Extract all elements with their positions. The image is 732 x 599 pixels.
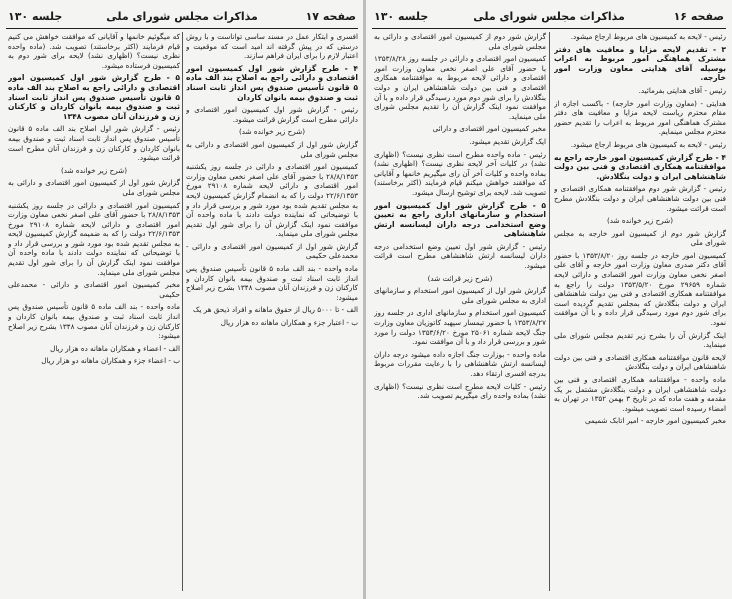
text-paragraph: مخبر کمیسیون امور اقتصادی و دارائی - محمدعلی حکیمی xyxy=(8,280,180,299)
left-page-header xyxy=(6,6,358,29)
text-paragraph: کمیسیون امور خارجه در جلسه روز ۱۳۵۳/۸/۲۰ با حضور آقای دکتر صدری معاون وزارت امور خارجه و آقای علی اصغر نخعی معاون وزارت امور اقتصادی و دارائی لایحه شماره ۲۹۶۵۹ مورخ ۱۳۵۳/۵/۲۰ دولت را راجع به موافقتنامه همکاری اقتصادی و فنی بین دولت شاهنشاهی ایران و دولت بنگلادش که بمجلس تقدیم گردیده است برای شور دوم مورد رسیدگی قرار داده و با آن موافقت نمود. xyxy=(554,250,726,328)
text-paragraph: ایک گزارش تقدیم میشود. xyxy=(469,136,546,146)
right-page-right-column xyxy=(554,32,726,593)
text-paragraph: رئیس - گزارش شور دوم موافقتنامه همکاری اقتصادی و فنی بین دولت شاهنشاهی ایران و دولت بنگلادش مطرح است قرائت میشود. xyxy=(554,184,726,213)
right-page-number: صفحه ۱۶ xyxy=(673,10,724,23)
text-paragraph: رئیس - گزارش شور اول تعیین وضع استخدامی درجه داران لیسانسه ارتش شاهنشاهی مطرح است قرائت میشود. xyxy=(374,241,546,271)
text-paragraph: رئیس - گزارش شور اول کمیسیون امور اقتصادی و دارائی مطرح است گزارش قرائت میشود. xyxy=(186,105,358,124)
text-paragraph: الف - اعضاء و همکاران ماهانه ده هزار ریال xyxy=(50,343,180,353)
text-paragraph: رئیس - کلیات لایحه مطرح است نظری نیست؟ (اظهاری نشد) بماده واحده رای میگیریم تصویب شد. xyxy=(374,381,546,401)
text-paragraph: (شرح زیر خوانده شد) xyxy=(606,216,673,226)
text-paragraph: رئیس - لایحه به کمیسیون های مربوط ارجاع میشود. xyxy=(570,139,726,149)
text-paragraph: مخبر کمیسیون امور اقتصادی و دارائی xyxy=(432,124,546,134)
column-divider xyxy=(182,32,183,591)
text-paragraph: کمیسیون امور اقتصادی و دارائی در جلسه روز ۱۳۵۳/۸/۲۸ با حضور آقای علی اصغر نخعی معاون وزارت امور اقتصادی و دارائی لایحه مربوط به موافقتنامه همکاری اقتصادی و فنی بین دولت شاهنشاهی ایران و دولت بنگلادش را برای شور دوم مورد رسیدگی قرار داده و با آن موافقت نمود اینک گزارش آن را تقدیم مجلس شورای ملی مینماید. xyxy=(374,54,546,121)
text-paragraph: که میگوئیم خانمها و آقایانی که موافقت خواهش می کنیم قیام فرمایند (اکثر برخاستند) تصویب شد. (ماده واحده نظری نیست؟ (اظهاری نشد) لایحه برای شور دوم به کمیسیون فرستاده میشود. xyxy=(8,32,180,70)
text-paragraph: (شرح زیر خوانده شد) xyxy=(238,127,305,137)
text-paragraph: ماده واحده - بند الف ماده ۵ قانون تأسیس صندوق پس انداز ثابت اسناد ثبت و صندوق بیمه بانوان کاردان و کارکنان زن و فرزندان آنان مصوب ۱۳۴۸ بشرح زیر اصلاح میشود: xyxy=(186,264,358,302)
text-paragraph: ماده واحده - بند الف ماده ۵ قانون تأسیس صندوق پس انداز ثابت اسناد ثبت و صندوق بیمه بانوان کاردان و کارکنان زن و فرزندان آنان مصوب ۱۳۴۸ بشرح زیر اصلاح میشود: xyxy=(8,302,180,341)
text-paragraph: گزارش شور اول از کمیسیون امور اقتصادی و دارائی - محمدعلی حکیمی xyxy=(186,241,358,261)
text-paragraph: رئیس - لایحه به کمیسیون های مربوط ارجاع میشود. xyxy=(570,32,726,41)
text-paragraph: مخبر کمیسیون امور خارجه - امیر اتابک شمیمی xyxy=(584,416,726,426)
left-page-title: مذاکرات مجلس شورای ملی xyxy=(106,10,258,23)
text-paragraph: رئیس - گزارش شور اول اصلاح بند الف ماده ۵ قانون تأسیس صندوق پس انداز ثابت اسناد ثبت و صندوق بیمه بانوان کاردان و کارکنان زن و فرزندان آنان مطرح است قرائت میشود. xyxy=(8,124,180,163)
text-paragraph: اینک گزارش آن را بشرح زیر تقدیم مجلس شورای ملی مینماید. xyxy=(554,330,726,350)
agenda-heading: ۴ - طرح گزارش کمیسیون امور خارجه راجع به موافقتنامه همکاری اقتصادی و فنی بین دولت شاهنشاهی ایران و دولت بنگلادش. xyxy=(554,152,726,181)
left-page-number: صفحه ۱۷ xyxy=(305,10,356,23)
agenda-heading: ۴ - طرح گزارش شور اول کمیسیون امور اقتصادی و دارائی راجع به اصلاح بند الف ماده ۵ قانون تأسیس صندوق پس انداز ثابت اسناد ثبت و صندوق بیمه بانوان کاردان xyxy=(186,63,358,102)
text-paragraph: الف - تا ۵۰۰۰ ریال از حقوق ماهانه و افراد ذیحق هر یک xyxy=(193,305,358,315)
text-paragraph: گزارش شور اول از کمیسیون امور استخدام و سازمانهای اداری به مجلس شورای ملی xyxy=(374,286,546,305)
text-paragraph: کمیسیون امور اقتصادی و دارائی در جلسه روز یکشنبه ۲۸/۸/۱۳۵۳ با حضور آقای علی اصغر نخعی معاون وزارت امور اقتصادی و دارائی لایحه شماره ۲۹۱۰۸ مورخ ۲۲/۶/۱۳۵۳ دولت را که به ضمیمه گزارش کمیسیون لایحه به مجلس تقدیم شده بود مورد شور و بررسی قرار داد و با توضیحاتی که نماینده دولت دادند با ماده واحده آن موافقت نمود اینک گزارش آن را برای شور اول تقدیم مجلس شورای ملی مینماید. xyxy=(8,200,180,277)
right-page-header xyxy=(372,6,726,29)
agenda-heading: ۵ - طرح گزارش شور اول کمیسیون امور استخدام و سازمانهای اداری راجع به تعیین وضع استخدامی درجه داران لیسانسه ارتش شاهنشاهی xyxy=(374,200,546,239)
left-page xyxy=(0,0,364,599)
text-paragraph: هدایتی - (معاون وزارت امور خارجه) - باکسب اجازه از مقام محترم ریاست لایحه مزایا و معافیت های دفتر مشترک هماهنگی امور مربوط به اعراب را تقدیم حضور محترم مجلس مینمایم. xyxy=(554,98,726,137)
text-paragraph: کمیسیون امور استخدام و سازمانهای اداری در جلسه روز ۱۳۵۳/۸/۲۷ با حضور تیمسار سپهبد کاتوزیان معاون وزارت جنگ لایحه شماره ۲۵۰۶۱ مورخ ۱۳۵۳/۶/۲۰ دولت را مورد شور و بررسی قرار داد و با آن موافقت نمود. xyxy=(374,308,546,347)
text-paragraph: ب - اعضاء جزء و همکاران ماهانه دو هزار ریال xyxy=(41,356,180,366)
text-paragraph: گزارش شور اول از کمیسیون امور اقتصادی و دارائی به مجلس شورای ملی xyxy=(186,139,358,159)
text-paragraph: گزارش شور دوم از کمیسیون امور خارجه به مجلس شورای ملی xyxy=(554,228,726,248)
text-paragraph: (شرح زیر خوانده شد) xyxy=(60,165,127,175)
left-page-session: جلسه ۱۳۰ xyxy=(8,10,63,23)
left-page-right-column xyxy=(186,32,358,593)
left-page-left-column xyxy=(8,32,180,593)
right-page xyxy=(366,0,732,599)
text-paragraph: لایحه قانون موافقتنامه همکاری اقتصادی و فنی بین دولت شاهنشاهی ایران و دولت بنگلادش xyxy=(554,352,726,372)
agenda-heading: ۳ - تقدیم لایحه مزایا و معافیت های دفتر مشترک هماهنگی امور مربوط به اعراب بوسیله آقای هدایتی معاون وزارت امور خارجه. xyxy=(554,44,726,83)
column-divider xyxy=(549,32,550,591)
text-paragraph: افسری و ابتکار عمل در مسند ساسی تواناست و با روش درستی که در پیش گرفته اند امید است که موقعیت و اعتبار لازم را برای ایران فراهم سازند. xyxy=(186,32,358,61)
text-paragraph: گزارش شور اول از کمیسیون امور اقتصادی و دارائی به مجلس شورای ملی xyxy=(8,178,180,197)
text-paragraph: رئیس - آقای هدایتی بفرمائید. xyxy=(638,85,726,95)
right-page-session: جلسه ۱۳۰ xyxy=(374,10,429,23)
agenda-heading: ۵ - طرح گزارش شور اول کمیسیون امور اقتصادی و دارائی راجع به اصلاح بند الف ماده ۵ قانون تأسیس صندوق پس انداز ثابت اسناد ثبت و صندوق بیمه بانوان کاردان و کارکنان زن و فرزندان آنان مصوب ۱۳۴۸ xyxy=(8,73,180,121)
right-page-left-column xyxy=(374,32,546,593)
text-paragraph: گزارش شور دوم از کمیسیون امور اقتصادی و دارائی به مجلس شورای ملی xyxy=(374,32,546,51)
text-paragraph: رئیس - ماده واحده مطرح است نظری نیست؟ (اظهاری نشد) در کلیات آخر لایحه نظری نیست؟ (اظهاری نشد) بماده واحده و کلیات آخر آن رای میگیریم خانمها و آقایانی که موافقند خواهش میکنم قیام فرمایند (اکثر برخاستند) تصویب شد. لایحه برای توشیح ارسال میشود. xyxy=(374,149,546,197)
text-paragraph: ماده واحده - موافقتنامه همکاری اقتصادی و فنی بین دولت شاهنشاهی ایران و دولت بنگلادش مشتمل بر یک مقدمه و هفت ماده که در تاریخ ۳ بهمن ۱۳۵۲ در تهران به امضاء رسیده است تصویب میشود. xyxy=(554,375,726,413)
right-page-title: مذاکرات مجلس شورای ملی xyxy=(473,10,625,23)
text-paragraph: (شرح زیر قرائت شد) xyxy=(427,273,493,283)
text-paragraph: کمیسیون امور اقتصادی و دارائی در جلسه روز یکشنبه ۲۸/۸/۱۳۵۳ با حضور آقای علی اصغر نخعی معاون وزارت امور اقتصادی و دارائی لایحه شماره ۲۹۱۰۸ مورخ ۲۲/۶/۱۳۵۳ دولت را که به انضمام گزارش کمیسیون لایحه به مجلس تقدیم شده بود مورد شور و بررسی قرار داد و با توضیحاتی که نماینده دولت دادند با ماده واحده آن موافقت نمود اینک گزارش آن را برای شور اول تقدیم مجلس شورای ملی مینماید. xyxy=(186,162,358,239)
text-paragraph: ماده واحده - بوزارت جنگ اجازه داده میشود درجه داران لیسانسه ارتش شاهنشاهی را با رعایت مقررات مربوط بدرجه افسری ارتقاء دهد. xyxy=(374,349,546,378)
text-paragraph: ب - اعتبار جزء و همکاران ماهانه ده هزار ریال xyxy=(220,318,358,328)
